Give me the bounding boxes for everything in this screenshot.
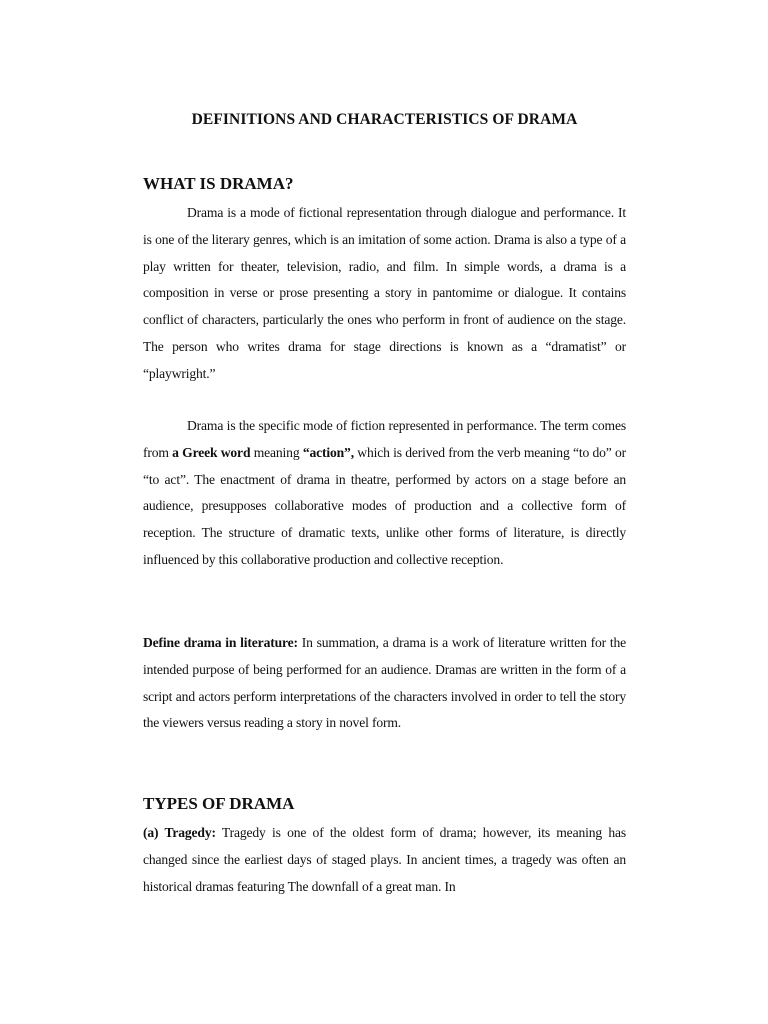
document-title: DEFINITIONS AND CHARACTERISTICS OF DRAMA xyxy=(191,111,578,128)
paragraph-drama-definition: Drama is a mode of fictional representation through dialogue and performance. It is one of the literary genres, which is an imitation of some action. Drama is also a type of a play written for theater, television, radio, and film. In simple words, a drama is a composition in verse or prose presenting a story in pantomime or dialogue. It contains conflict of characters, particularly the ones who perform in front of audience on the stage. The person who writes drama for stage directions is known as a “dramatist” or “playwright.” xyxy=(143,205,626,381)
section-heading-types-of-drama: TYPES OF DRAMA xyxy=(143,794,295,813)
bold-tragedy-label: (a) Tragedy: xyxy=(143,825,216,840)
paragraph-tragedy xyxy=(143,820,626,900)
paragraph-text: meaning xyxy=(250,444,303,460)
paragraph-text: which is derived from the verb meaning “to do” or “to act”. The enactment of drama in theatre, performed by actors on a stage before an audience, presupposes collaborative modes of production and a collective form of reception. The structure of dramatic texts, unlike other forms of literature, is directly influenced by this collaborative production and collective reception. xyxy=(143,444,626,567)
bold-greek-word: a Greek word xyxy=(172,444,251,460)
bold-define-label: Define drama in literature: xyxy=(143,635,298,650)
bold-action: “action”, xyxy=(302,444,354,460)
section-heading-what-is-drama: WHAT IS DRAMA? xyxy=(143,174,294,193)
paragraph-drama-origin xyxy=(143,413,626,574)
paragraph-text: In summation, a drama is a work of literature written for the intended purpose of being performed for an audience. Dramas are written in the form of a script and actors perform interpretations of the characters involved in order to tell the story the viewers versus reading a story in novel form. xyxy=(143,635,627,731)
paragraph-define-drama xyxy=(143,630,626,737)
paragraph-text: Tragedy is one of the oldest form of drama; however, its meaning has changed since the earliest days of staged plays. In ancient times, a tragedy was often an historical dramas featuring The downfall of a great man. In xyxy=(143,825,626,894)
paragraph-text: Drama is the specific mode of fiction represented in performance. The term comes from xyxy=(143,418,626,460)
